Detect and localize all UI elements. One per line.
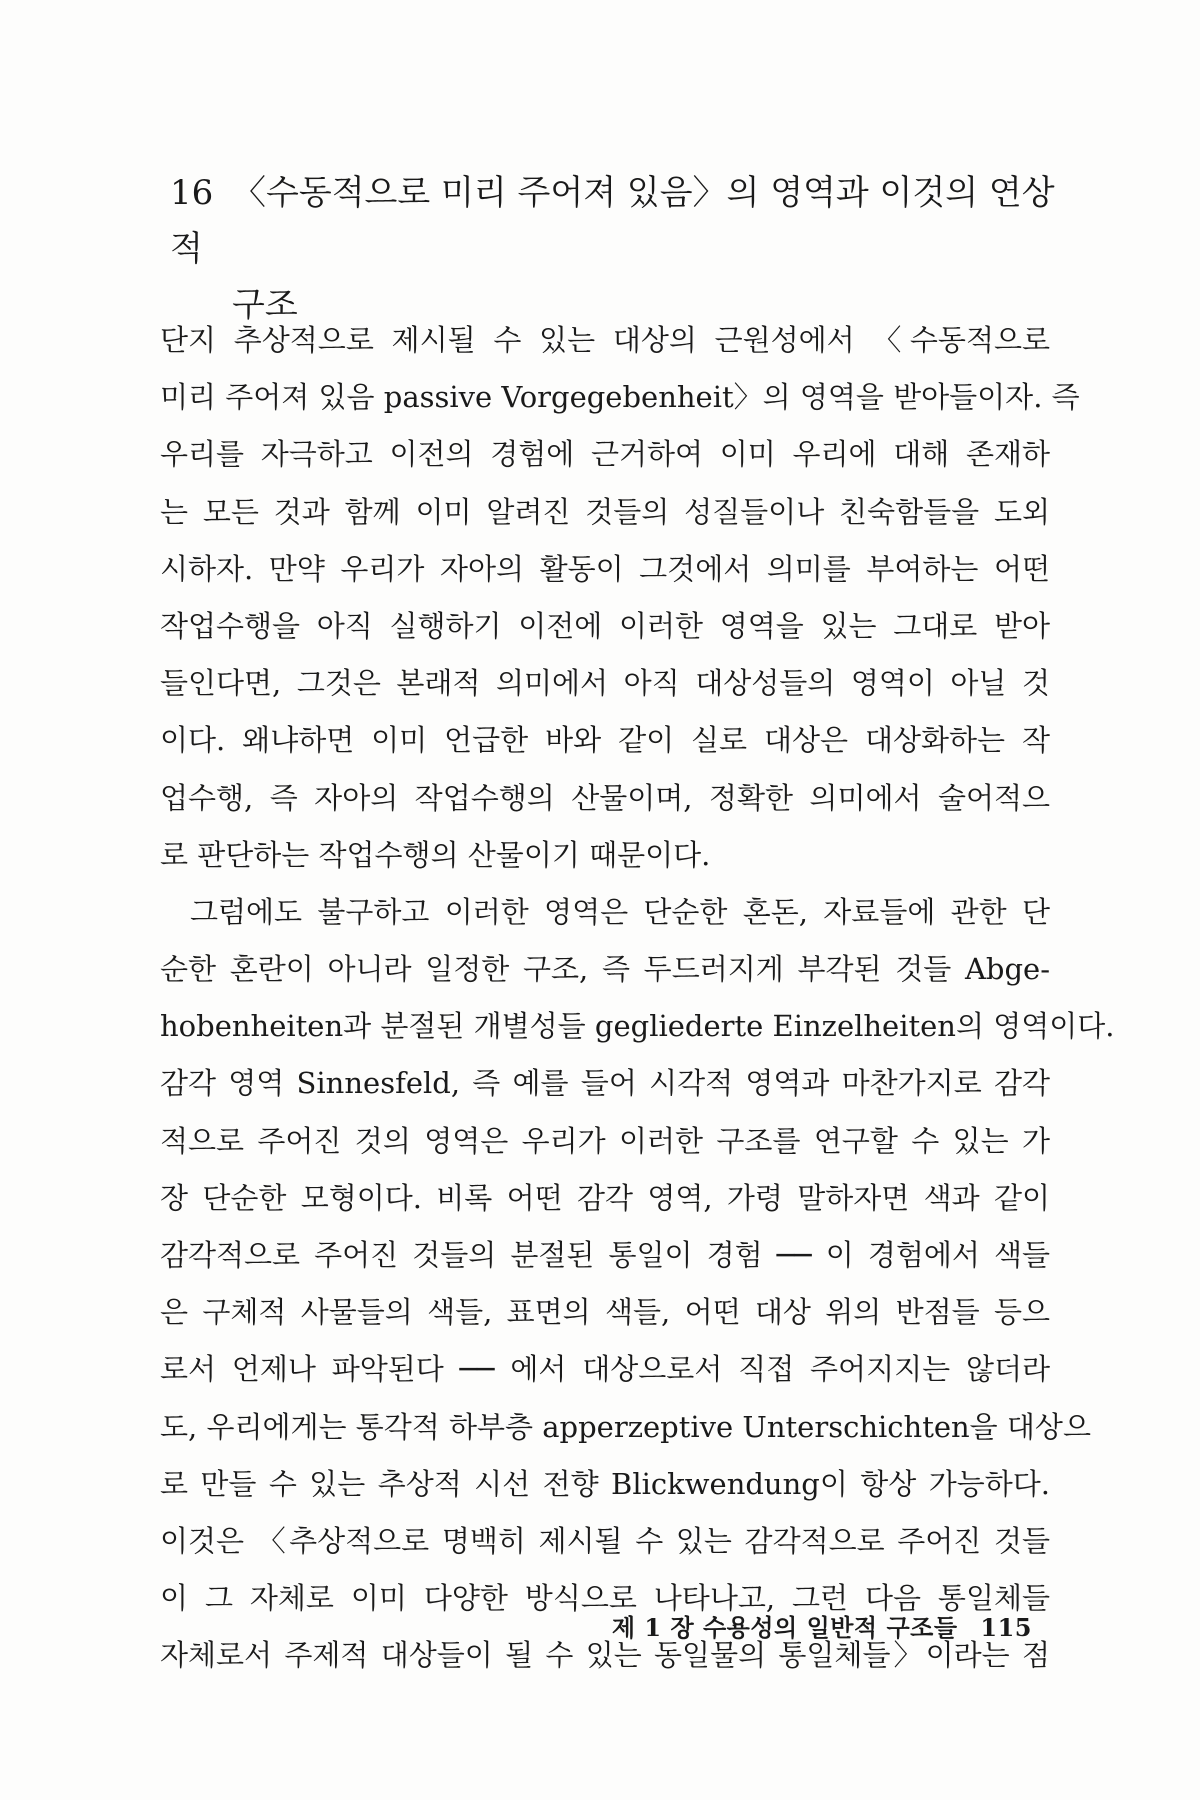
section-title-line-2: 구조 <box>232 285 298 325</box>
text-line: hobenheiten과 분절된 개별성들 gegliederte Einzelheiten의 영역이다. <box>160 1009 1115 1044</box>
page-number: 115 <box>980 1613 1032 1642</box>
text-line: 이다. 왜냐하면 이미 언급한 바와 같이 실로 대상은 대상화하는 작 <box>160 723 1050 758</box>
text-line: 들인다면, 그것은 본래적 의미에서 아직 대상성들의 영역이 아닐 것 <box>160 666 1050 701</box>
body-text <box>160 312 1115 1685</box>
text-line: 자체로서 주제적 대상들이 될 수 있는 동일물의 통일체들〉이라는 점 <box>160 1638 1050 1673</box>
text-line: 업수행, 즉 자아의 작업수행의 산물이며, 정확한 의미에서 술어적으 <box>160 780 1050 815</box>
text-line: 감각적으로 주어진 것들의 분절된 통일이 경험 ── 이 경험에서 색들 <box>160 1238 1050 1272</box>
text-line: 도, 우리에게는 통각적 하부층 apperzeptive Unterschichten을 대상으 <box>160 1409 1091 1444</box>
text-line: 로서 언제나 파악된다 ── 에서 대상으로서 직접 주어지지는 않더라 <box>160 1352 1050 1387</box>
text-line: 감각 영역 Sinnesfeld, 즉 예를 들어 시각적 영역과 마찬가지로 감각 <box>160 1066 1050 1101</box>
section-number: 16 <box>170 173 214 213</box>
text-line: 순한 혼란이 아니라 일정한 구조, 즉 두드러지게 부각된 것들 Abge- <box>160 952 1050 987</box>
text-line: 장 단순한 모형이다. 비록 어떤 감각 영역, 가령 말하자면 색과 같이 <box>160 1180 1050 1215</box>
chapter-title: 제 1 장 수용성의 일반적 구조들 <box>611 1613 958 1642</box>
text-line: 로 판단하는 작업수행의 산물이기 때문이다. <box>160 837 711 872</box>
text-line: 이 그 자체로 이미 다양한 방식으로 나타나고, 그런 다음 통일체들 <box>160 1581 1050 1616</box>
text-line: 로 만들 수 있는 추상적 시선 전향 Blickwendung이 항상 가능하다. <box>160 1466 1050 1501</box>
text-line: 은 구체적 사물들의 색들, 표면의 색들, 어떤 대상 위의 반점들 등으 <box>160 1295 1050 1330</box>
text-line: 우리를 자극하고 이전의 경험에 근거하여 이미 우리에 대해 존재하 <box>160 437 1050 472</box>
text-line: 단지 추상적으로 제시될 수 있는 대상의 근원성에서 〈수동적으로 <box>160 323 1050 357</box>
text-line: 이것은 〈추상적으로 명백히 제시될 수 있는 감각적으로 주어진 것들 <box>160 1523 1050 1558</box>
section-title-line-1: 〈수동적으로 미리 주어져 있음〉의 영역과 이것의 연상적 <box>170 173 1055 269</box>
text-line: 는 모든 것과 함께 이미 알려진 것들의 성질들이나 친숙함들을 도외 <box>160 494 1050 529</box>
text-line: 작업수행을 아직 실행하기 이전에 이러한 영역을 있는 그대로 받아 <box>160 608 1050 643</box>
text-line: 적으로 주어진 것의 영역은 우리가 이러한 구조를 연구할 수 있는 가 <box>160 1123 1050 1158</box>
text-line: 그럼에도 불구하고 이러한 영역은 단순한 혼돈, 자료들에 관한 단 <box>190 894 1050 929</box>
text-line: 시하자. 만약 우리가 자아의 활동이 그것에서 의미를 부여하는 어떤 <box>160 551 1050 586</box>
section-heading <box>170 165 1070 333</box>
running-footer <box>612 1608 1032 1643</box>
text-line: 미리 주어져 있음 passive Vorgegebenheit〉의 영역을 받아들이자. 즉 <box>160 380 1080 415</box>
